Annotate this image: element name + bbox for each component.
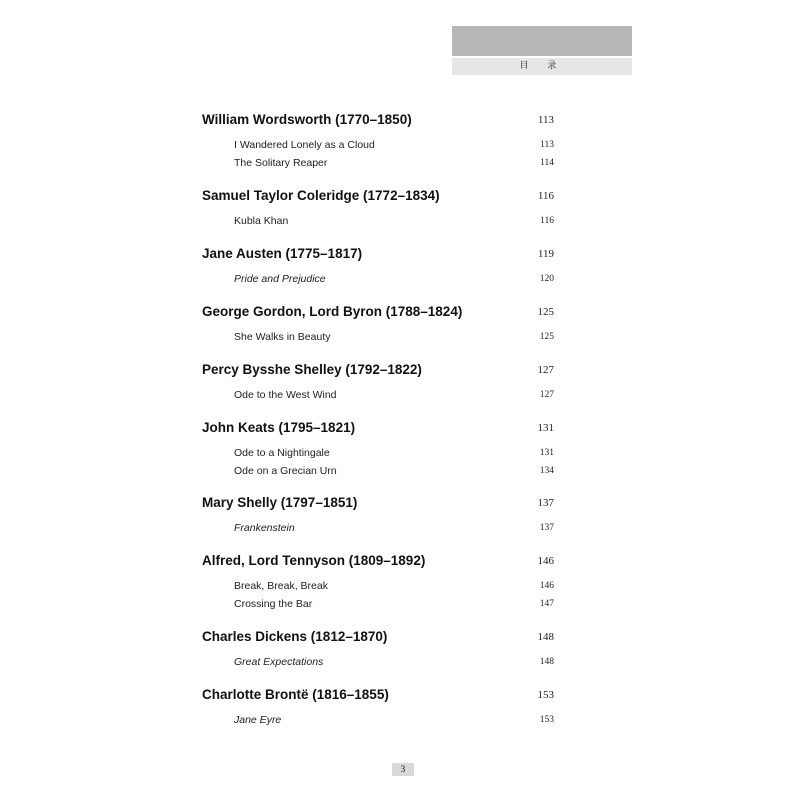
toc-author-entry[interactable]: Samuel Taylor Coleridge (1772–1834)	[202, 188, 440, 203]
toc-author-entry[interactable]: Jane Austen (1775–1817)	[202, 246, 363, 261]
toc-work-entry[interactable]: I Wandered Lonely as a Cloud	[234, 139, 375, 151]
toc-work-page: 127	[539, 390, 554, 400]
toc-work-page: 131	[539, 448, 554, 458]
toc-work-entry[interactable]: She Walks in Beauty	[234, 331, 331, 343]
toc-author-page: 148	[537, 631, 554, 643]
toc-author-entry[interactable]: Mary Shelly (1797–1851)	[202, 495, 358, 510]
toc-author-page: 137	[537, 497, 554, 509]
toc-work-page: 137	[539, 523, 554, 533]
toc-author-entry[interactable]: Charles Dickens (1812–1870)	[202, 629, 388, 644]
toc-work-entry[interactable]: Pride and Prejudice	[234, 273, 326, 285]
toc-work-page: 120	[539, 274, 554, 284]
toc-work-entry[interactable]: Ode on a Grecian Urn	[234, 465, 337, 477]
page-number: 3	[392, 763, 414, 776]
toc-work-entry[interactable]: The Solitary Reaper	[234, 157, 328, 169]
toc-work-page: 113	[540, 140, 554, 150]
toc-work-page: 146	[539, 581, 554, 591]
toc-author-page: 116	[537, 190, 554, 202]
toc-work-entry[interactable]: Ode to the West Wind	[234, 389, 337, 401]
toc-work-page: 125	[539, 332, 554, 342]
toc-work-entry[interactable]: Ode to a Nightingale	[234, 447, 330, 459]
toc-author-page: 125	[537, 306, 554, 318]
toc-author-page: 146	[537, 555, 554, 567]
toc-work-entry[interactable]: Kubla Khan	[234, 215, 289, 227]
toc-author-page: 119	[537, 248, 554, 260]
toc-work-entry[interactable]: Great Expectations	[234, 656, 324, 668]
section-title: 目 录	[452, 58, 632, 75]
toc-author-entry[interactable]: George Gordon, Lord Byron (1788–1824)	[202, 304, 463, 319]
toc-work-entry[interactable]: Jane Eyre	[234, 714, 282, 726]
header-bar	[452, 26, 632, 56]
toc-work-page: 147	[539, 599, 554, 609]
toc-work-page: 114	[540, 158, 554, 168]
toc-work-page: 116	[540, 216, 554, 226]
toc-author-entry[interactable]: William Wordsworth (1770–1850)	[202, 112, 412, 127]
toc-author-entry[interactable]: Charlotte Brontë (1816–1855)	[202, 687, 389, 702]
toc-author-entry[interactable]: Alfred, Lord Tennyson (1809–1892)	[202, 553, 426, 568]
toc-work-entry[interactable]: Frankenstein	[234, 522, 295, 534]
toc-author-entry[interactable]: John Keats (1795–1821)	[202, 420, 356, 435]
toc-work-page: 134	[539, 466, 554, 476]
toc-author-page: 127	[537, 364, 554, 376]
toc-work-entry[interactable]: Break, Break, Break	[234, 580, 328, 592]
toc-author-entry[interactable]: Percy Bysshe Shelley (1792–1822)	[202, 362, 422, 377]
toc-work-page: 153	[539, 715, 554, 725]
toc-work-entry[interactable]: Crossing the Bar	[234, 598, 313, 610]
toc-author-page: 131	[537, 422, 554, 434]
toc-author-page: 113	[537, 114, 554, 126]
toc-author-page: 153	[537, 689, 554, 701]
toc-work-page: 148	[539, 657, 554, 667]
